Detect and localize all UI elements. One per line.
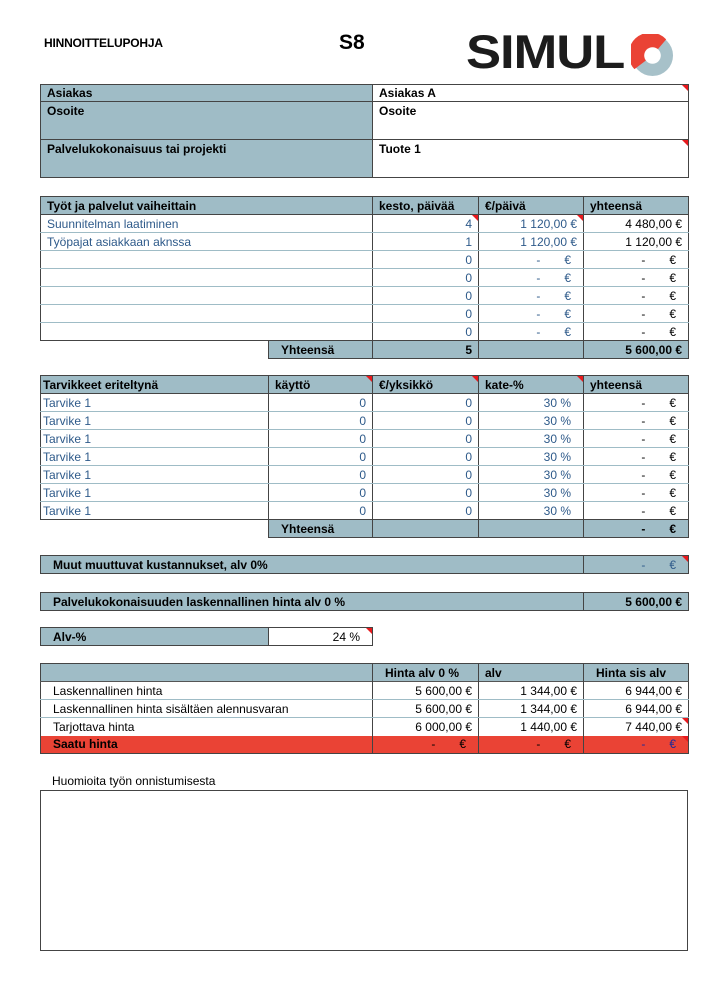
work-total-empty <box>479 341 584 359</box>
summary-gross: 6 944,00 € <box>584 700 689 718</box>
supply-margin-field[interactable]: 30 % <box>479 484 584 502</box>
work-name-field[interactable] <box>41 269 373 287</box>
work-row <box>41 233 689 251</box>
customer-info-table <box>40 84 689 178</box>
supplies-header-margin: kate-% <box>479 376 584 394</box>
work-days-field[interactable]: 0 <box>373 287 479 305</box>
currency: € <box>669 503 676 518</box>
summary-label: Laskennallinen hinta <box>41 682 373 700</box>
address-field[interactable]: Osoite <box>379 104 417 118</box>
currency: € <box>669 449 676 464</box>
project-field[interactable]: Tuote 1 <box>373 140 689 178</box>
dash: - <box>536 288 541 303</box>
work-days-field[interactable]: 0 <box>373 251 479 269</box>
simulo-logo <box>466 25 676 78</box>
work-days-field[interactable]: 1 <box>373 233 479 251</box>
work-rate-field[interactable] <box>479 269 584 287</box>
supply-unit-field[interactable]: 0 <box>373 394 479 412</box>
address-label: Osoite <box>41 102 373 140</box>
supply-margin-field[interactable]: 30 % <box>479 394 584 412</box>
work-rate-field[interactable] <box>479 323 584 341</box>
document-title: HINNOITTELUPOHJA <box>44 36 163 50</box>
notes-textarea[interactable] <box>40 790 688 951</box>
supply-unit-field[interactable]: 0 <box>373 412 479 430</box>
work-header-name: Työt ja palvelut vaiheittain <box>41 197 373 215</box>
summary-row <box>41 682 689 700</box>
dash: - <box>536 270 541 285</box>
currency: € <box>669 431 676 446</box>
logo-text: SIMUL <box>466 25 625 78</box>
summary-label: Tarjottava hinta <box>41 718 373 736</box>
work-name-field[interactable] <box>41 251 373 269</box>
currency: € <box>564 324 571 339</box>
supply-row <box>41 502 689 520</box>
calc-price-value: 5 600,00 € <box>584 593 689 611</box>
summary-header-vat: alv <box>479 664 584 682</box>
work-total: 1 120,00 € <box>584 233 689 251</box>
work-rate-field[interactable] <box>479 287 584 305</box>
supply-name-field[interactable]: Tarvike 1 <box>41 502 269 520</box>
work-total: 4 480,00 € <box>584 215 689 233</box>
dash: - <box>641 395 646 410</box>
currency: € <box>564 288 571 303</box>
notes-label: Huomioita työn onnistumisesta <box>52 774 216 788</box>
supply-name-field[interactable]: Tarvike 1 <box>41 448 269 466</box>
work-header-total: yhteensä <box>590 198 643 213</box>
work-rate-field[interactable]: 1 120,00 € <box>479 215 584 233</box>
summary-net: 5 600,00 € <box>373 682 479 700</box>
work-total <box>584 305 689 323</box>
received-price-label: Saatu hinta <box>41 736 373 754</box>
work-row <box>41 251 689 269</box>
currency: € <box>669 306 676 321</box>
supply-usage-field[interactable]: 0 <box>269 466 373 484</box>
dash: - <box>641 503 646 518</box>
supply-margin-field[interactable]: 30 % <box>479 430 584 448</box>
supplies-header-total: yhteensä <box>590 377 643 392</box>
dash: - <box>641 306 646 321</box>
supplies-total-sum <box>584 520 689 538</box>
supplies-total-empty <box>373 520 479 538</box>
work-total <box>584 323 689 341</box>
dash: - <box>536 737 541 752</box>
supply-usage-field[interactable]: 0 <box>269 430 373 448</box>
work-row <box>41 287 689 305</box>
currency: € <box>669 467 676 482</box>
currency: € <box>669 521 676 536</box>
work-name-field[interactable] <box>41 287 373 305</box>
supply-margin-field[interactable]: 30 % <box>479 502 584 520</box>
summary-table <box>40 663 689 754</box>
supplies-total-row <box>41 520 689 538</box>
summary-vat: 1 440,00 € <box>479 718 584 736</box>
vat-label: Alv-% <box>41 628 269 646</box>
work-days-field[interactable]: 0 <box>373 269 479 287</box>
summary-row <box>41 700 689 718</box>
supply-total <box>584 502 689 520</box>
work-name-field[interactable]: Työpajat asiakkaan aknssa <box>41 233 373 251</box>
work-name-field[interactable] <box>41 323 373 341</box>
work-total-days: 5 <box>373 341 479 359</box>
work-name-field[interactable] <box>41 305 373 323</box>
received-gross-field[interactable] <box>584 736 689 754</box>
supply-unit-field[interactable]: 0 <box>373 502 479 520</box>
supply-name-field[interactable]: Tarvike 1 <box>41 430 269 448</box>
summary-vat: 1 344,00 € <box>479 682 584 700</box>
calc-price-table <box>40 592 689 611</box>
summary-header-gross: Hinta sis alv <box>596 665 667 680</box>
work-rate-field[interactable] <box>479 305 584 323</box>
work-name-field[interactable]: Suunnitelman laatiminen <box>41 215 373 233</box>
supply-unit-field[interactable]: 0 <box>373 466 479 484</box>
work-row <box>41 269 689 287</box>
work-header-days: kesto, päivää <box>373 197 479 215</box>
supplies-header-usage: käyttö <box>269 376 373 394</box>
summary-header-net: Hinta alv 0 % <box>373 664 479 682</box>
supply-total <box>584 448 689 466</box>
dash: - <box>536 252 541 267</box>
work-total-row <box>41 341 689 359</box>
offered-gross-field[interactable]: 7 440,00 € <box>584 718 689 736</box>
currency: € <box>669 485 676 500</box>
supplies-header-name: Tarvikkeet eriteltynä <box>41 376 269 394</box>
document-code: S8 <box>339 31 365 54</box>
work-row <box>41 323 689 341</box>
supply-row <box>41 394 689 412</box>
supply-row <box>41 484 689 502</box>
dash: - <box>641 324 646 339</box>
work-table <box>40 196 689 359</box>
dash: - <box>641 467 646 482</box>
work-days-field[interactable]: 0 <box>373 323 479 341</box>
customer-field[interactable]: Asiakas A <box>373 85 689 102</box>
supply-name-field[interactable]: Tarvike 1 <box>41 466 269 484</box>
other-costs-table <box>40 555 689 574</box>
dash: - <box>641 557 646 572</box>
dash: - <box>536 324 541 339</box>
supplies-total-label: Yhteensä <box>269 520 373 538</box>
currency: € <box>669 557 676 572</box>
other-costs-label: Muut muuttuvat kustannukset, alv 0% <box>41 556 584 574</box>
vat-table <box>40 627 373 646</box>
supply-total <box>584 412 689 430</box>
work-total-sum: 5 600,00 € <box>584 341 689 359</box>
summary-header-label <box>41 664 373 682</box>
supplies-header-unit: €/yksikkö <box>373 376 479 394</box>
supply-row <box>41 412 689 430</box>
supply-margin-field[interactable]: 30 % <box>479 412 584 430</box>
supplies-total-empty <box>479 520 584 538</box>
currency: € <box>669 252 676 267</box>
currency: € <box>669 288 676 303</box>
dash: - <box>641 270 646 285</box>
received-net <box>373 736 479 754</box>
dash: - <box>536 306 541 321</box>
simulo-o-logo-icon <box>631 34 674 77</box>
dash: - <box>641 449 646 464</box>
work-row <box>41 215 689 233</box>
supply-row <box>41 466 689 484</box>
supply-usage-field[interactable]: 0 <box>269 412 373 430</box>
supply-usage-field[interactable]: 0 <box>269 394 373 412</box>
other-costs-field[interactable] <box>584 556 689 574</box>
supply-name-field[interactable]: Tarvike 1 <box>41 412 269 430</box>
currency: € <box>669 270 676 285</box>
supply-margin-field[interactable]: 30 % <box>479 466 584 484</box>
supply-total <box>584 430 689 448</box>
supply-name-field[interactable]: Tarvike 1 <box>41 484 269 502</box>
dash: - <box>641 485 646 500</box>
dash: - <box>641 288 646 303</box>
summary-label: Laskennallinen hinta sisältäen alennusvaran <box>41 700 373 718</box>
vat-field[interactable]: 24 % <box>269 628 373 646</box>
received-vat <box>479 736 584 754</box>
currency: € <box>669 324 676 339</box>
dash: - <box>641 431 646 446</box>
supply-usage-field[interactable]: 0 <box>269 448 373 466</box>
supply-total <box>584 394 689 412</box>
supply-unit-field[interactable]: 0 <box>373 484 479 502</box>
dash: - <box>641 521 646 536</box>
currency: € <box>459 737 466 752</box>
supplies-table <box>40 375 689 538</box>
supply-total <box>584 484 689 502</box>
supply-usage-field[interactable]: 0 <box>269 502 373 520</box>
currency: € <box>669 413 676 428</box>
summary-row <box>41 718 689 736</box>
customer-label: Asiakas <box>41 85 373 102</box>
work-days-field[interactable]: 4 <box>373 215 479 233</box>
work-total-label: Yhteensä <box>269 341 373 359</box>
currency: € <box>669 395 676 410</box>
supply-name-field[interactable]: Tarvike 1 <box>41 394 269 412</box>
supply-unit-field[interactable]: 0 <box>373 448 479 466</box>
summary-net: 6 000,00 € <box>373 718 479 736</box>
work-days-field[interactable]: 0 <box>373 305 479 323</box>
summary-vat: 1 344,00 € <box>479 700 584 718</box>
summary-net: 5 600,00 € <box>373 700 479 718</box>
work-rate-field[interactable] <box>479 251 584 269</box>
currency: € <box>564 306 571 321</box>
dash: - <box>641 737 646 752</box>
currency: € <box>564 252 571 267</box>
currency: € <box>564 270 571 285</box>
work-header-rate: €/päivä <box>479 197 584 215</box>
work-rate-field[interactable]: 1 120,00 € <box>479 233 584 251</box>
dash: - <box>641 413 646 428</box>
supply-row <box>41 448 689 466</box>
work-row <box>41 305 689 323</box>
work-total <box>584 269 689 287</box>
summary-gross: 6 944,00 € <box>584 682 689 700</box>
supply-row <box>41 430 689 448</box>
work-total <box>584 287 689 305</box>
supply-usage-field[interactable]: 0 <box>269 484 373 502</box>
currency: € <box>669 737 676 752</box>
currency: € <box>564 737 571 752</box>
supply-unit-field[interactable]: 0 <box>373 430 479 448</box>
dash: - <box>641 252 646 267</box>
project-label: Palvelukokonaisuus tai projekti <box>41 140 373 178</box>
dash: - <box>431 737 436 752</box>
work-total <box>584 251 689 269</box>
received-price-row <box>41 736 689 754</box>
supply-margin-field[interactable]: 30 % <box>479 448 584 466</box>
supply-total <box>584 466 689 484</box>
calc-price-label: Palvelukokonaisuuden laskennallinen hinta alv 0 % <box>41 593 584 611</box>
